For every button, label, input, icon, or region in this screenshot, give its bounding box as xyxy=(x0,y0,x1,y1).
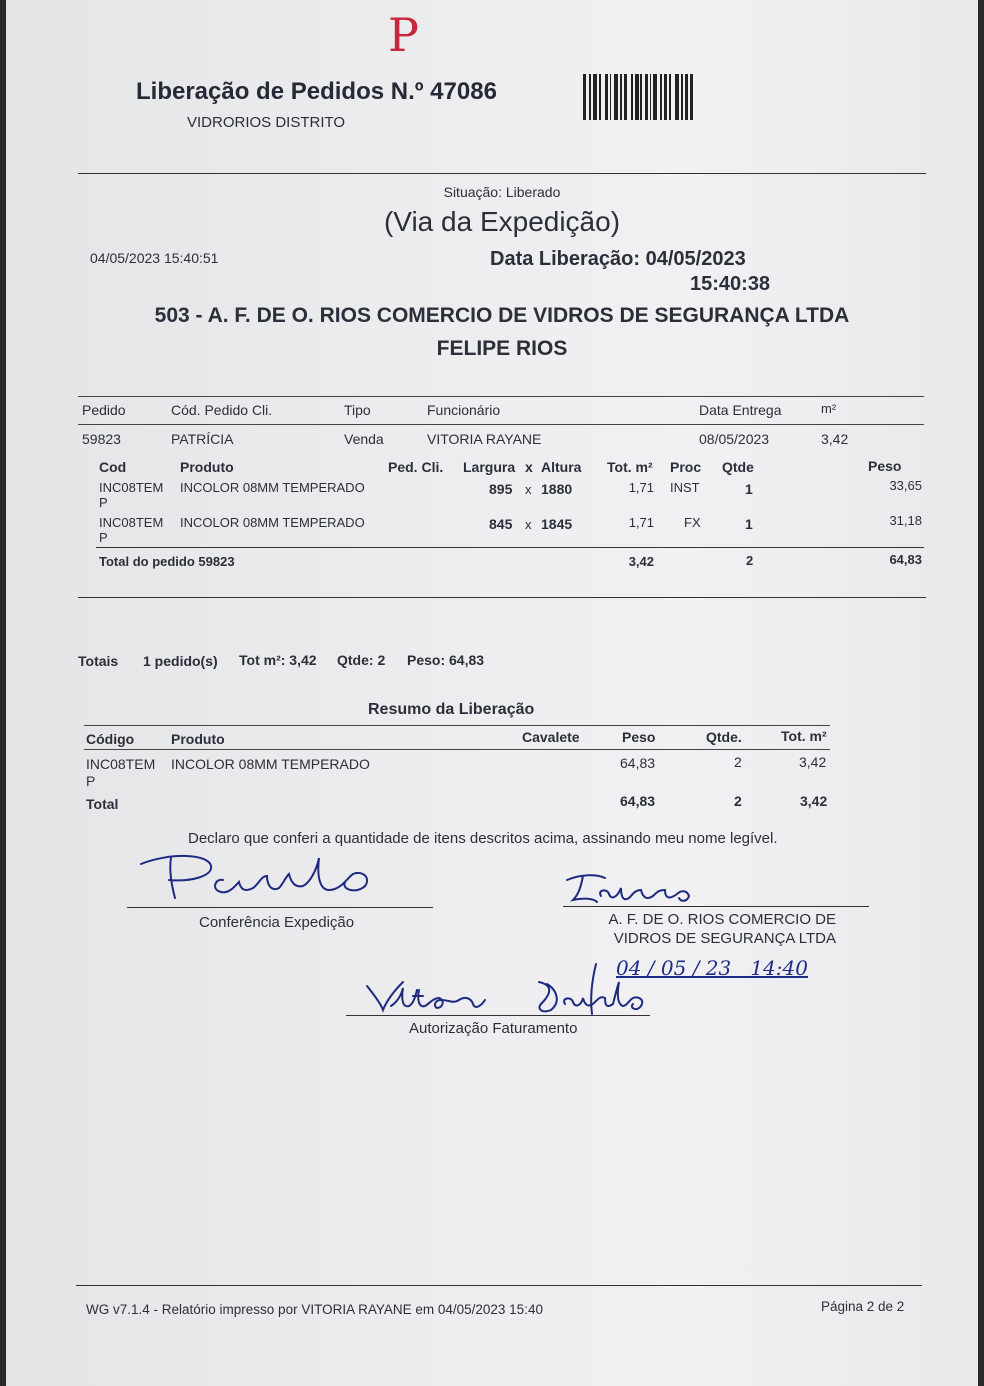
signature-line xyxy=(346,1015,650,1016)
item-largura: 845 xyxy=(489,516,513,532)
release-date: Data Liberação: 04/05/2023 xyxy=(490,248,746,270)
resumo-header-cavalete: Cavalete xyxy=(522,729,580,745)
item-qtde: 1 xyxy=(745,481,753,497)
item-produto: INCOLOR 08MM TEMPERADO xyxy=(180,515,365,530)
header-m2: m² xyxy=(821,401,837,416)
totals-m2: Tot m²: 3,42 xyxy=(239,652,317,668)
totals-peso: Peso: 64,83 xyxy=(407,652,485,668)
conferencia-label: Conferência Expedição xyxy=(199,914,355,931)
resumo-tot-m2: 3,42 xyxy=(799,754,827,770)
item-cod: INC08TEM xyxy=(99,515,164,530)
order-pedido: 59823 xyxy=(82,431,121,447)
total-divider xyxy=(96,547,924,548)
company-line-2: VIDROS DE SEGURANÇA LTDA xyxy=(613,930,836,947)
item-largura: 895 xyxy=(489,481,513,497)
divider xyxy=(78,173,926,174)
resumo-produto: INCOLOR 08MM TEMPERADO xyxy=(171,756,370,772)
resumo-header-border xyxy=(84,749,830,750)
footer-print-info: WG v7.1.4 - Relatório impresso por VITORIA RAYANE em 04/05/2023 15:40 xyxy=(86,1302,543,1317)
barcode-icon xyxy=(583,74,693,120)
autorizacao-label: Autorização Faturamento xyxy=(409,1020,578,1037)
item-altura: 1845 xyxy=(541,516,573,532)
totals-label: Totais xyxy=(78,653,119,669)
handwritten-mark: P xyxy=(388,8,419,62)
header-tipo: Tipo xyxy=(344,402,371,418)
signature-company xyxy=(561,868,706,908)
resumo-header-codigo: Código xyxy=(86,731,135,747)
order-m2: 3,42 xyxy=(821,431,849,447)
item-produto: INCOLOR 08MM TEMPERADO xyxy=(180,480,365,495)
item-x: x xyxy=(525,517,532,532)
order-total-qtde: 2 xyxy=(746,553,754,568)
resumo-codigo: INC08TEM xyxy=(86,756,156,772)
status-text: Situação: Liberado xyxy=(443,184,561,200)
items-header-proc: Proc xyxy=(670,459,702,475)
resumo-total-qtde: 2 xyxy=(734,793,742,809)
order-total-m2: 3,42 xyxy=(628,554,654,569)
header-funcionario: Funcionário xyxy=(427,402,501,418)
document-page xyxy=(6,0,978,1386)
signature-conferencia xyxy=(131,848,381,910)
resumo-header-peso: Peso xyxy=(622,729,656,745)
items-header-largura: Largura xyxy=(463,459,516,475)
printed-datetime: 04/05/2023 15:40:51 xyxy=(90,250,219,266)
handwritten-date: 04 / 05 / 23 14:40 xyxy=(616,956,808,980)
order-data-entrega: 08/05/2023 xyxy=(699,431,770,447)
item-cod-cont: P xyxy=(99,495,108,510)
items-header-x: x xyxy=(525,459,533,475)
items-header-qtde: Qtde xyxy=(722,459,754,475)
item-altura: 1880 xyxy=(541,481,573,497)
item-proc: INST xyxy=(670,480,700,495)
via-label: (Via da Expedição) xyxy=(383,206,621,237)
resumo-top-border xyxy=(84,725,830,726)
order-total-peso: 64,83 xyxy=(889,552,922,567)
items-header-ped-cli: Ped. Cli. xyxy=(388,459,444,475)
resumo-total-label: Total xyxy=(86,796,119,812)
company-line-1: A. F. DE O. RIOS COMERCIO DE xyxy=(608,911,836,928)
footer-divider xyxy=(76,1285,922,1286)
release-time: 15:40:38 xyxy=(690,273,771,295)
table-header-border xyxy=(78,424,924,425)
resumo-total-peso: 64,83 xyxy=(620,793,656,809)
company-name: VIDRORIOS DISTRITO xyxy=(187,114,346,131)
signature-line xyxy=(563,906,869,907)
signature-line xyxy=(127,907,433,908)
header-data-entrega: Data Entrega xyxy=(699,402,782,418)
totals-pedidos: 1 pedido(s) xyxy=(143,653,218,669)
order-cod-pedido-cli: PATRÍCIA xyxy=(171,431,234,447)
order-total-label: Total do pedido 59823 xyxy=(99,554,235,569)
divider xyxy=(78,597,926,598)
signature-autorizacao xyxy=(361,976,651,1018)
declaration-text: Declaro que conferi a quantidade de itens descritos acima, assinando meu nome legível. xyxy=(188,830,778,847)
header-cod-pedido-cli: Cód. Pedido Cli. xyxy=(171,402,273,418)
items-header-peso: Peso xyxy=(868,458,902,474)
item-cod: INC08TEM xyxy=(99,480,164,495)
totals-qtde: Qtde: 2 xyxy=(337,652,386,668)
resumo-codigo-cont: P xyxy=(86,773,96,789)
resumo-header-produto: Produto xyxy=(171,731,225,747)
items-header-altura: Altura xyxy=(541,459,582,475)
item-proc: FX xyxy=(684,515,701,530)
client-contact: FELIPE RIOS xyxy=(436,337,568,360)
item-tot-m2: 1,71 xyxy=(628,515,654,530)
order-funcionario: VITORIA RAYANE xyxy=(427,431,542,447)
item-qtde: 1 xyxy=(745,516,753,532)
item-cod-cont: P xyxy=(99,530,108,545)
resumo-title: Resumo da Liberação xyxy=(368,701,535,718)
item-tot-m2: 1,71 xyxy=(628,480,654,495)
table-top-border xyxy=(78,396,924,397)
item-x: x xyxy=(525,482,532,497)
item-peso: 31,18 xyxy=(889,513,922,528)
client-name: 503 - A. F. DE O. RIOS COMERCIO DE VIDROS DE SEGURANÇA LTDA xyxy=(154,304,850,327)
resumo-qtde: 2 xyxy=(734,754,742,770)
resumo-header-tot-m2: Tot. m² xyxy=(781,728,827,744)
resumo-peso: 64,83 xyxy=(620,755,656,771)
resumo-header-qtde: Qtde. xyxy=(706,729,742,745)
items-header-cod: Cod xyxy=(99,459,127,475)
order-tipo: Venda xyxy=(344,431,384,447)
page-number: Página 2 de 2 xyxy=(821,1299,905,1314)
items-header-produto: Produto xyxy=(180,459,234,475)
items-header-tot-m2: Tot. m² xyxy=(607,459,653,475)
document-title: Liberação de Pedidos N.º 47086 xyxy=(136,78,497,105)
resumo-total-m2: 3,42 xyxy=(800,793,828,809)
item-peso: 33,65 xyxy=(889,478,922,493)
header-pedido: Pedido xyxy=(82,402,126,418)
